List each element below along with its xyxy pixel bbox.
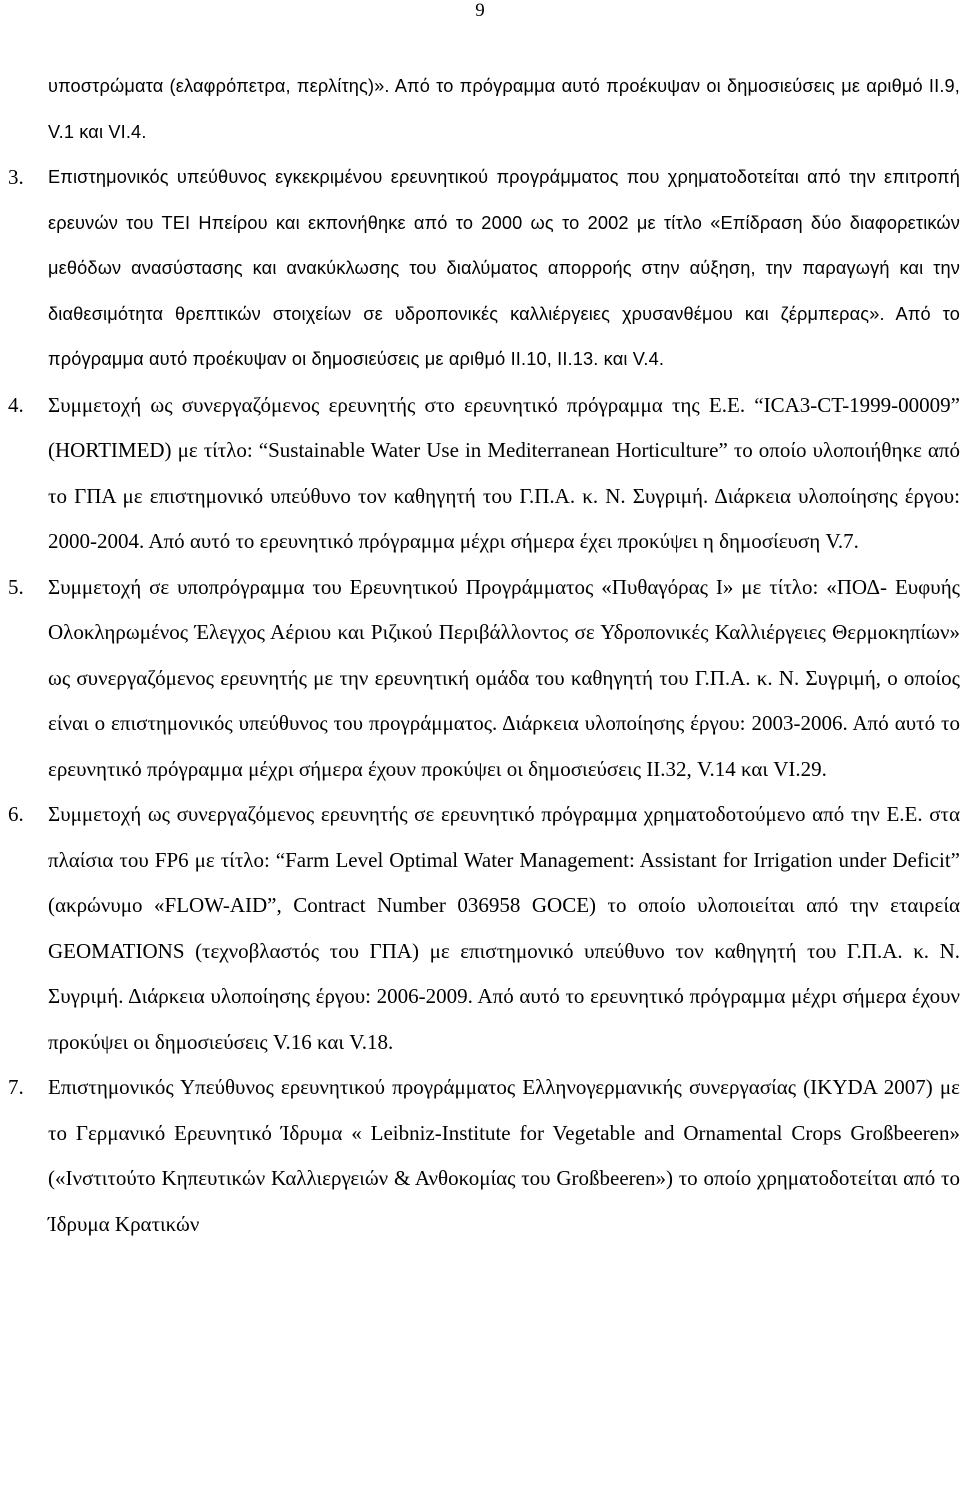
item-number: 4. [8, 392, 24, 417]
item-number: 5. [8, 574, 24, 599]
page-number: 9 [475, 0, 485, 21]
item-number: 3. [8, 165, 24, 189]
list-item-7 [8, 1065, 960, 1247]
list-item-5 [8, 565, 960, 793]
item-text: Συμμετοχή ως συνεργαζόμενος ερευνητής σε ερευνητικό πρόγραμμα χρηματοδοτούμενο από την Ε.Ε. στα πλαίσια του FP6 με τίτλο: “Farm Level Optimal Water Management: Assistant for Irrigation under Deficit” (ακρώνυμο «FLOW-AID”, Contract Number 036958 GOCE) το οποίο υλοποιείται από την εταιρεία GEOMATIONS (τεχνοβλαστός του ΓΠΑ) με επιστημονικό υπεύθυνο τον καθηγητή του Γ.Π.Α. κ. Ν. Συγριμή. Διάρκεια υλοποίησης έργου: 2006-2009. Από αυτό το ερευνητικό πρόγραμμα μέχρι σήμερα έχουν προκύψει οι δημοσιεύσεις V.16 και V.18. [48, 802, 960, 1054]
item-text: υποστρώματα (ελαφρόπετρα, περλίτης)». Από το πρόγραμμα αυτό προέκυψαν οι δημοσιεύσεις με αριθμό ΙΙ.9, V.1 και VI.4. [48, 76, 960, 142]
document-body [8, 64, 960, 1247]
list-item-6 [8, 792, 960, 1065]
item-number: 7. [8, 1075, 24, 1099]
item-text: Επιστημονικός υπεύθυνος εγκεκριμένου ερευνητικού προγράμματος που χρηματοδοτείται από την επιτροπή ερευνών του ΤΕΙ Ηπείρου και εκπονήθηκε από το 2000 ως το 2002 με τίτλο «Επίδραση δύο διαφορετικών μεθόδων ανασύστασης και ανακύκλωσης του διαλύματος απορροής στην αύξηση, την παραγωγή και την διαθεσιμότητα θρεπτικών στοιχείων σε υδροπονικές καλλιέργειες χρυσανθέμου και ζέρμπερας». Από το πρόγραμμα αυτό προέκυψαν οι δημοσιεύσεις με αριθμό ΙΙ.10, ΙΙ.13. και V.4. [48, 167, 960, 369]
item-text: Επιστημονικός Υπεύθυνος ερευνητικού προγράμματος Ελληνογερμανικής συνεργασίας (IKYDA 2007) με το Γερμανικό Ερευνητικό Ίδρυμα « Leibniz-Institute for Vegetable and Ornamental Crops Großbeeren» («Ινστιτούτο Κηπευτικών Καλλιεργειών & Ανθοκομίας του Großbeeren») το οποίο χρηματοδοτείται από το Ίδρυμα Κρατικών [48, 1075, 960, 1236]
list-item-continuation [8, 64, 960, 155]
list-item-3 [8, 155, 960, 383]
list-item-4 [8, 383, 960, 565]
item-number: 6. [8, 802, 24, 826]
item-text: Συμμετοχή σε υποπρόγραμμα του Ερευνητικού Προγράμματος «Πυθαγόρας Ι» με τίτλο: «ΠΟΔ- Ευφυής Ολοκληρωμένος Έλεγχος Αέριου και Ριζικού Περιβάλλοντος σε Υδροπονικές Καλλιέργειες Θερμοκηπίων» ως συνεργαζόμενος ερευνητής με την ερευνητική ομάδα του καθηγητή του Γ.Π.Α. κ. Ν. Συγριμή, ο οποίος είναι ο επιστημονικός υπεύθυνος του προγράμματος. Διάρκεια υλοποίησης έργου: 2003-2006. Από αυτό το ερευνητικό πρόγραμμα μέχρι σήμερα έχουν προκύψει οι δημοσιεύσεις ΙΙ.32, V.14 και VI.29. [48, 574, 960, 781]
item-text: Συμμετοχή ως συνεργαζόμενος ερευνητής στο ερευνητικό πρόγραμμα της Ε.Ε. “ICA3-CT-1999-00009” (HORTIMED) με τίτλο: “Sustainable Water Use in Mediterranean Horticulture” το οποίο υλοποιήθηκε από το ΓΠΑ με επιστημονικό υπεύθυνο τον καθηγητή του Γ.Π.Α. κ. Ν. Συγριμή. Διάρκεια υλοποίησης έργου: 2000-2004. Από αυτό το ερευνητικό πρόγραμμα μέχρι σήμερα έχει προκύψει η δημοσίευση V.7. [48, 392, 960, 553]
